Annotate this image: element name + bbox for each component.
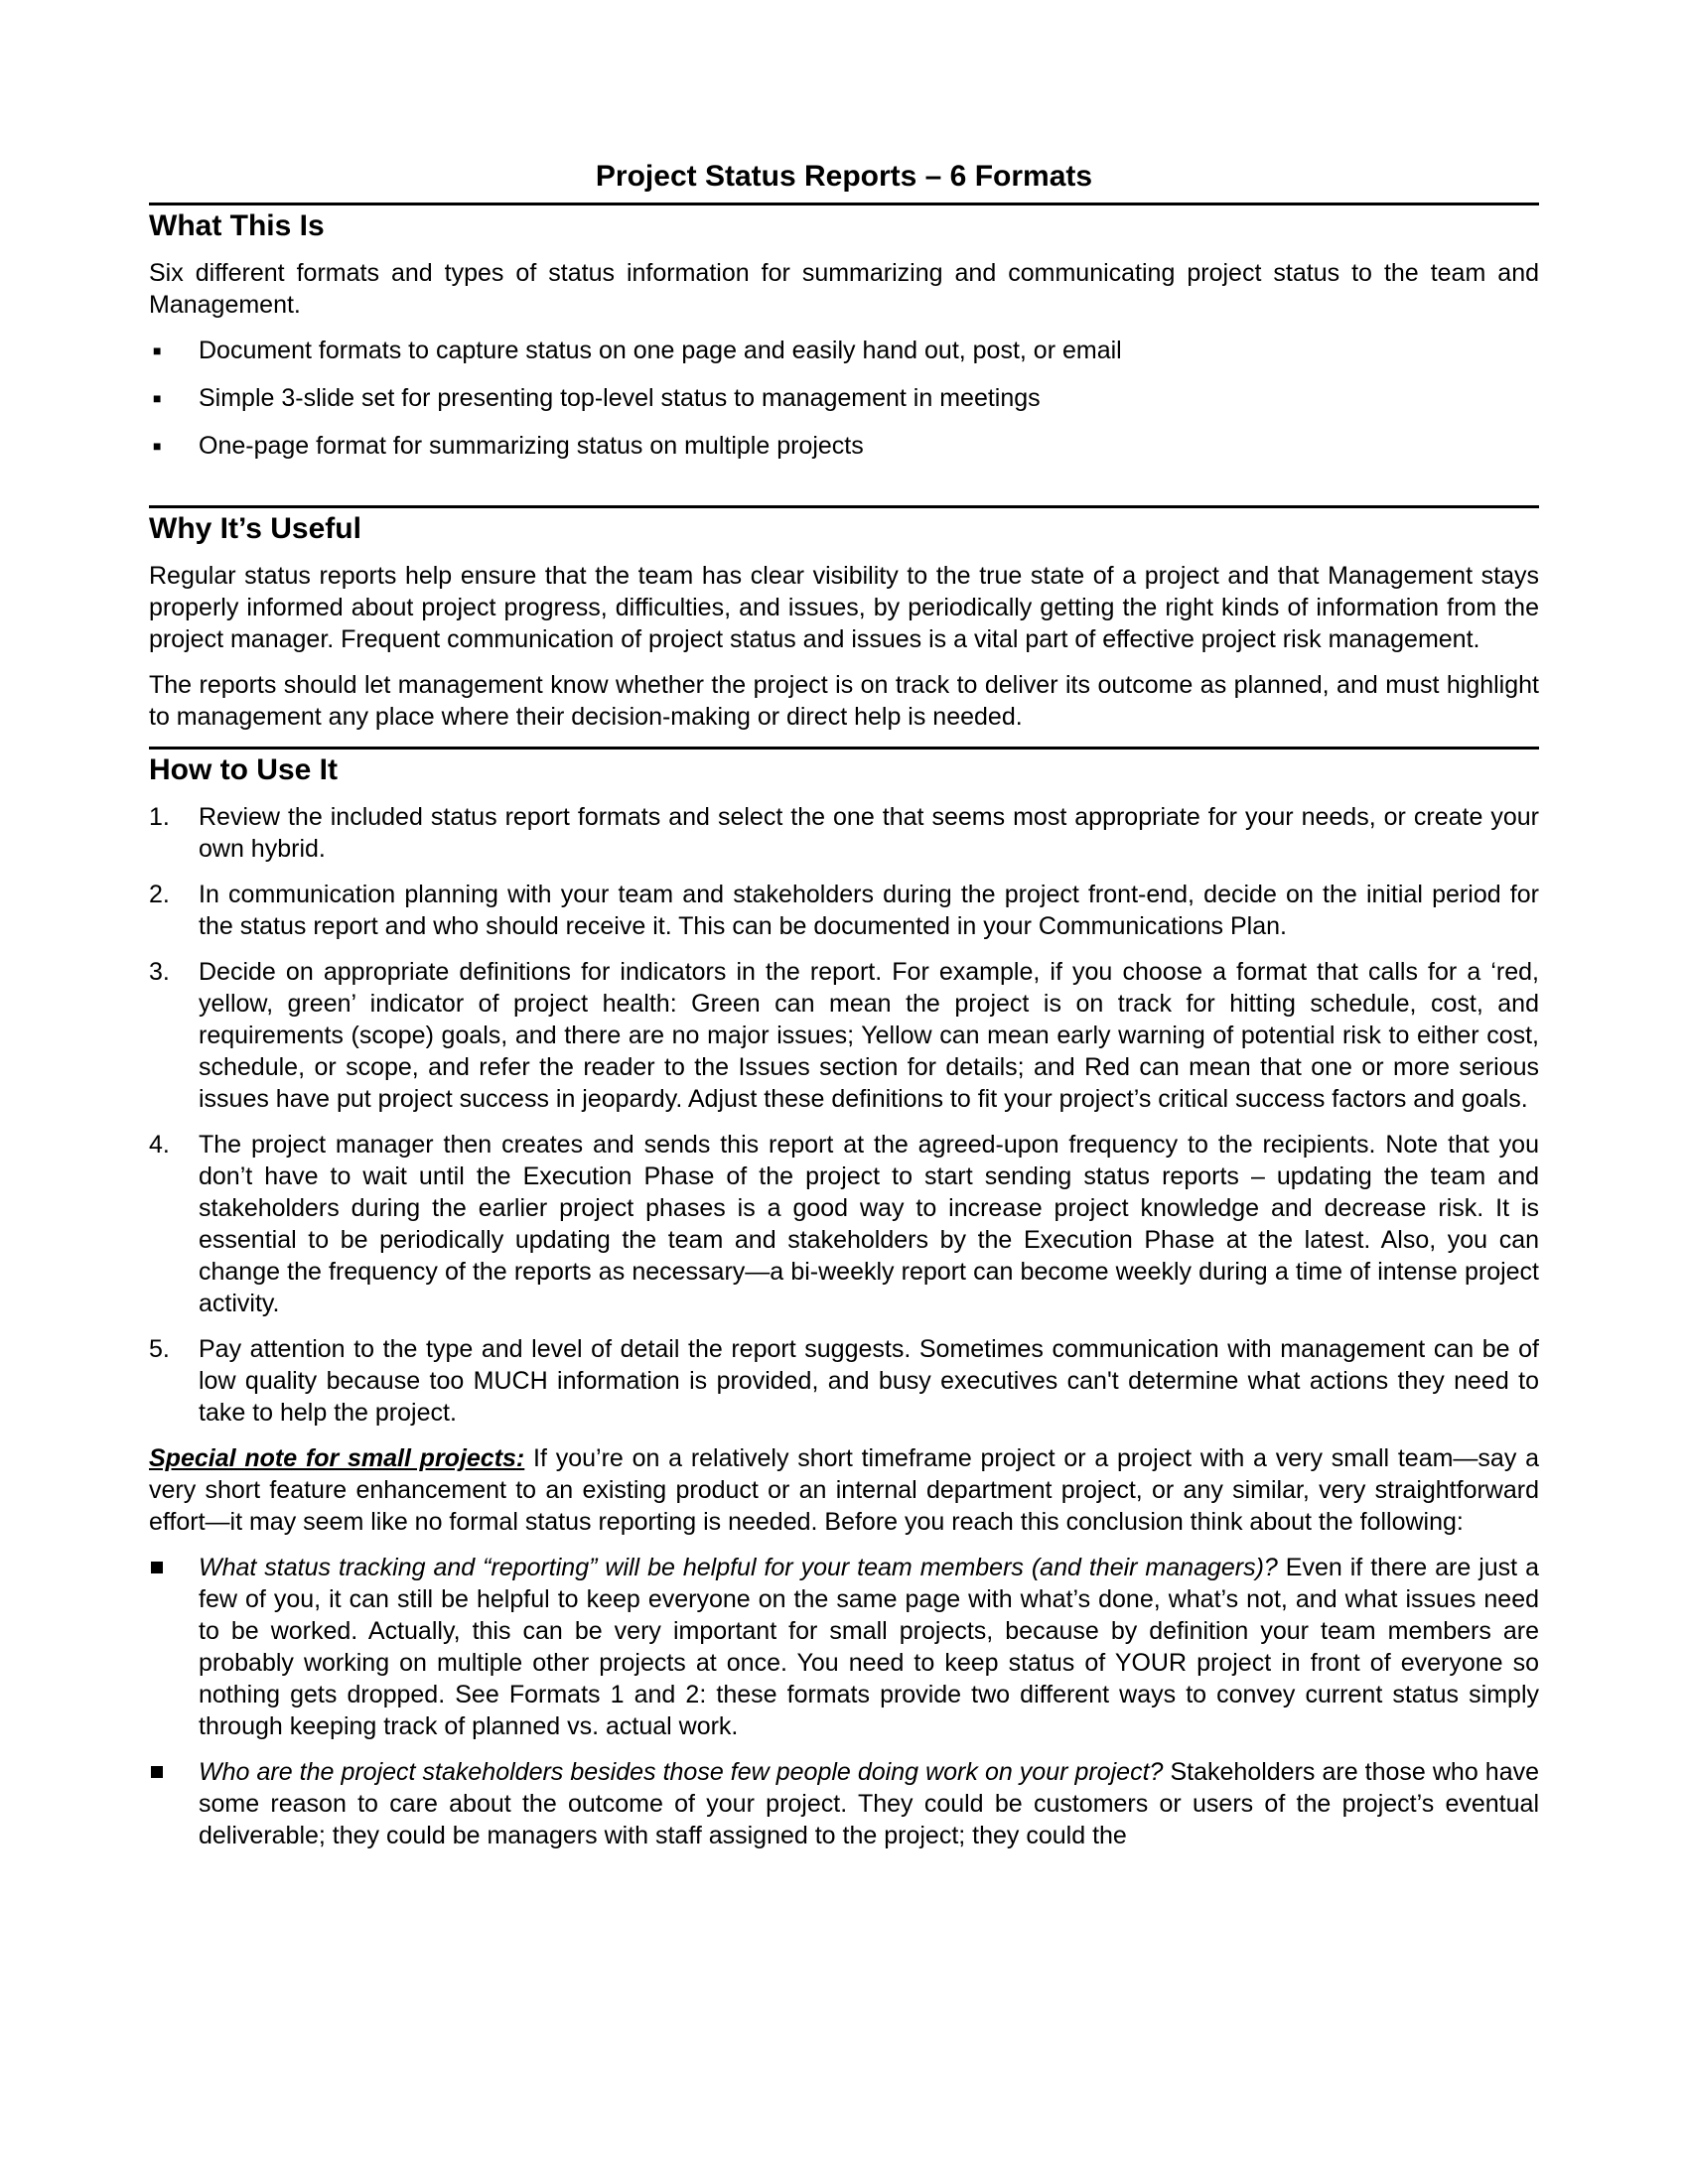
special-note-paragraph: Special note for small projects: If you’re on a relatively short timeframe project or a project with a very small team—say a very short feature enhancement to an existing product or an internal department project, or any similar, very straightforward effort—it may seem like no formal status reporting is needed. Before you reach this conclusion think about the following: [149, 1444, 1540, 1536]
square-bullet-icon [151, 1562, 163, 1573]
list-item: 3. Decide on appropriate definitions for indicators in the report. For example, if you choose a format that calls for a ‘red, yellow, green’ indicator of project health: Green can mean the project is on track for hitting schedule, cost, and requirements (scope) goals, and there are no major issues; Yellow can mean early warning of potential risk to either cost, schedule, or scope, and refer the reader to the Issues section for details; and Red can mean that one or more serious issues have put project success in jeopardy. Adjust these definitions to fit your project’s critical success factors and goals. [149, 958, 1539, 1113]
square-bullet-icon: ■ [153, 390, 162, 406]
list-item: ■ Simple 3-slide set for presenting top-level status to management in meetings [153, 384, 1041, 412]
question-list [149, 1552, 1539, 1851]
list-item: 4. The project manager then creates and sends this report at the agreed-upon frequency to the recipients. Note that you don’t have to wait until the Execution Phase of the project to start sending status reports – updating the team and stakeholders during the earlier project phases is a good way to increase project knowledge and decrease risk. It is essential to be periodically updating the team and stakeholders by the Execution Phase at the latest. Also, you can change the frequency of the reports as necessary—a bi-weekly report can become weekly during a time of intense project activity. [149, 1131, 1539, 1317]
list-item: 2. In communication planning with your team and stakeholders during the project front-end, decide on the initial period for the status report and who should receive it. This can be documented in your Communications Plan. [149, 881, 1539, 940]
document-page [149, 159, 1539, 1865]
square-bullet-icon [151, 1766, 163, 1778]
section-heading-how: How to Use It [149, 747, 1539, 789]
why-paragraph: The reports should let management know whether the project is on track to deliver its outcome as planned, and must highlight to management any place where their decision-making or direct help is needed. [149, 671, 1539, 731]
list-item: 5. Pay attention to the type and level of detail the report suggests. Sometimes communication with management can be of low quality because too MUCH information is provided, and busy executives can't determine what actions they need to take to help the project. [149, 1335, 1539, 1427]
list-item: ■ One-page format for summarizing status on multiple projects [153, 432, 864, 460]
special-note-label: Special note for small projects: [149, 1444, 525, 1472]
list-item: 1. Review the included status report formats and select the one that seems most appropriate for your needs, or create your own hybrid. [149, 803, 1539, 863]
what-bullet-list [149, 335, 1539, 462]
list-item: What status tracking and “reporting” will be helpful for your team members (and their managers)? Even if there are just a few of you, it can still be helpful to keep everyone on the same page with what’s done, what’s not, and what issues need to be worked. Actually, this can be very important for small projects, because by definition your team members are probably working on multiple other projects at once. You need to keep status of YOUR project in front of everyone so nothing gets dropped. See Formats 1 and 2: these formats provide two different ways to convey current status simply through keeping track of planned vs. actual work. [149, 1552, 1539, 1742]
section-heading-why: Why It’s Useful [149, 505, 1539, 548]
section-heading-what: What This Is [149, 203, 1539, 245]
document-title: Project Status Reports – 6 Formats [595, 160, 1093, 193]
list-item: Who are the project stakeholders besides those few people doing work on your project? Stakeholders are those who have some reason to care about the outcome of your project. They could be customers or users of the project’s eventual deliverable; they could be managers with staff assigned to the project; they could the [149, 1756, 1539, 1851]
square-bullet-icon: ■ [153, 342, 162, 358]
what-intro: Six different formats and types of status information for summarizing and communicating project status to the team and Management. [149, 259, 1539, 319]
square-bullet-icon: ■ [153, 438, 162, 454]
why-paragraph: Regular status reports help ensure that the team has clear visibility to the true state of a project and that Management stays properly informed about project progress, difficulties, and issues, by periodically getting the right kinds of information from the project manager. Frequent communication of project status and issues is a vital part of effective project risk management. [149, 562, 1539, 653]
list-item: ■ Document formats to capture status on one page and easily hand out, post, or email [153, 337, 1122, 364]
how-steps-list [149, 801, 1539, 1429]
